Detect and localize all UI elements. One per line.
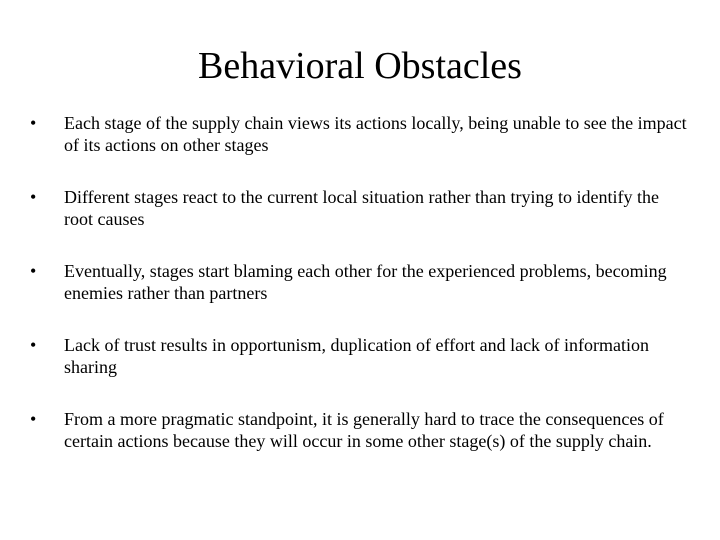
bullet-marker: • [30,113,37,133]
bullet-text: From a more pragmatic standpoint, it is generally hard to trace the consequences of certain actions because they will occur in some other stage(s) of the supply chain. [64,409,664,451]
bullet-item [30,260,690,304]
bullet-marker: • [30,187,37,207]
bullet-marker: • [30,261,37,281]
bullet-text: Lack of trust results in opportunism, duplication of effort and lack of information sharing [64,335,650,377]
bullet-text: Each stage of the supply chain views its actions locally, being unable to see the impact of its actions on other stages [64,113,687,155]
bullet-item [30,112,690,156]
slide-title: Behavioral Obstacles [198,45,522,87]
bullet-marker: • [30,335,37,355]
bullet-text: Eventually, stages start blaming each other for the experienced problems, becoming enemies rather than partners [64,261,667,303]
bullet-marker: • [30,409,37,429]
bullet-item [30,408,690,452]
bullet-item [30,186,690,230]
bullet-text: Different stages react to the current local situation rather than trying to identify the root causes [64,187,659,229]
bullet-item [30,334,690,378]
bullet-list [30,112,690,482]
